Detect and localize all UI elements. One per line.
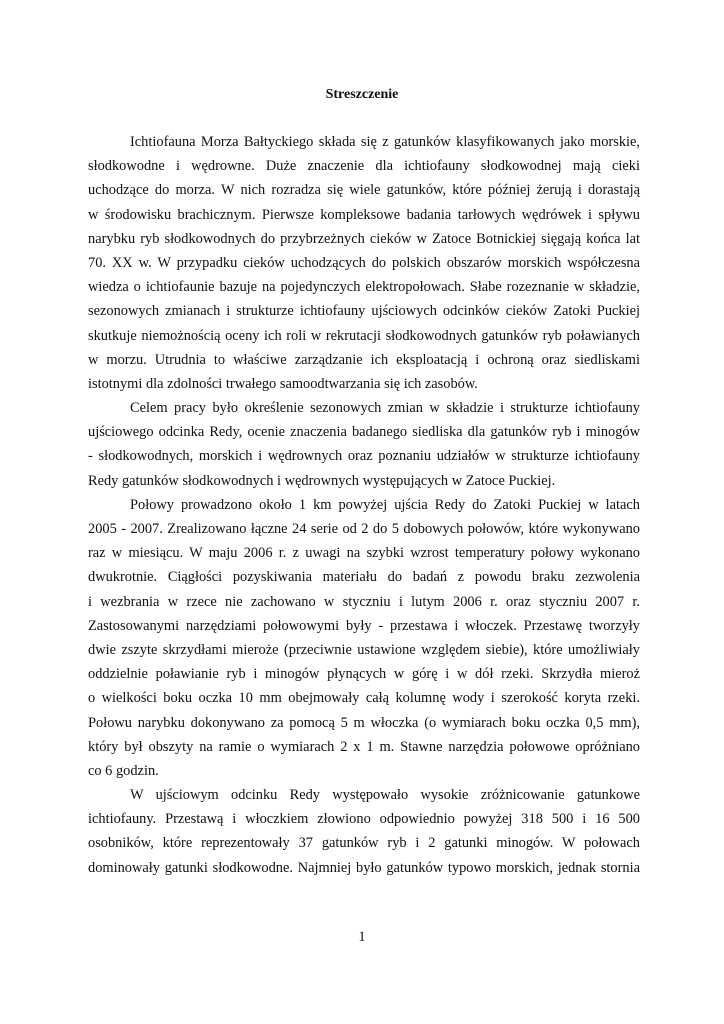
- text-line: oddzielnie poławianie ryb i minogów płynących w górę i w dół rzeki. Skrzydła mieroż: [88, 666, 640, 683]
- text-line: Połowu narybku dokonywano za pomocą 5 m włoczka (o wymiarach boku oczka 0,5 mm),: [88, 714, 640, 731]
- text-line: skutkuje niemożnością oceny ich roli w rekrutacji słodkowodnych gatunków ryb poławianych: [88, 327, 640, 344]
- text-line: Połowy prowadzono około 1 km powyżej ujścia Redy do Zatoki Puckiej w latach: [130, 496, 640, 513]
- text-line: dwukrotnie. Ciągłości pozyskiwania materiału do badań z powodu braku zezwolenia: [88, 569, 640, 586]
- text-line: ujściowego odcinka Redy, ocenie znaczenia badanego siedliska dla gatunków ryb i minogów: [88, 424, 640, 441]
- document-body: [88, 130, 640, 880]
- text-line: 2005 - 2007. Zrealizowano łączne 24 serie od 2 do 5 dobowych połowów, które wykonywano: [88, 521, 640, 537]
- page-title: Streszczenie: [325, 87, 399, 102]
- text-line: i wezbrania w rzece nie zachowano w styczniu i lutym 2006 r. oraz styczniu 2007 r.: [88, 593, 640, 610]
- text-line: W ujściowym odcinku Redy występowało wysokie zróżnicowanie gatunkowe: [130, 787, 640, 804]
- text-line: co 6 godzin.: [88, 762, 159, 779]
- paragraph: [88, 130, 640, 396]
- text-line: który był obszyty na ramie o wymiarach 2 x 1 m. Stawne narzędzia połowowe opróżniano: [88, 738, 640, 755]
- paragraph: [88, 783, 640, 880]
- text-line: dominowały gatunki słodkowodne. Najmniej było gatunków typowo morskich, jednak stornia: [88, 859, 640, 876]
- paragraph: [88, 396, 640, 493]
- page-number: 1: [358, 929, 366, 945]
- text-line: osobników, które reprezentowały 37 gatunków ryb i 2 gatunki minogów. W połowach: [88, 835, 640, 852]
- text-line: Ichtiofauna Morza Bałtyckiego składa się z gatunków klasyfikowanych jako morskie,: [130, 134, 640, 150]
- text-line: w morzu. Utrudnia to właściwe zarządzanie ich eksploatacją i ochroną oraz siedliskami: [88, 351, 640, 368]
- text-line: słodkowodne i wędrowne. Duże znaczenie dla ichtiofauny słodkowodnej mają cieki: [88, 158, 640, 175]
- text-line: istotnymi dla zdolności trwałego samoodtwarzania się ich zasobów.: [88, 375, 478, 392]
- text-line: o wielkości boku oczka 10 mm obejmowały całą kolumnę wody i szerokość koryta rzeki.: [88, 690, 640, 707]
- text-line: sezonowych zmianach i strukturze ichtiofauny ujściowych odcinków cieków Zatoki Puckiej: [88, 303, 640, 320]
- text-line: Zastosowanymi narzędziami połowowymi były - przestawa i włoczek. Przestawę tworzyły: [88, 617, 640, 634]
- paragraph: [88, 493, 640, 783]
- text-line: dwie zszyte skrzydłami mieroże (przeciwnie ustawione względem siebie), które umożliwiały: [88, 641, 640, 658]
- text-line: ichtiofauny. Przestawą i włoczkiem złowiono odpowiednio powyżej 318 500 i 16 500: [88, 811, 640, 828]
- text-line: 70. XX w. W przypadku cieków uchodzących do polskich obszarów morskich współczesna: [88, 254, 640, 271]
- text-line: narybku ryb słodkowodnych do przybrzeżnych cieków w Zatoce Botnickiej sięgają końca lat: [88, 230, 640, 247]
- text-line: raz w miesiącu. W maju 2006 r. z uwagi na szybki wzrost temperatury połowy wykonano: [88, 545, 640, 562]
- text-line: - słodkowodnych, morskich i wędrownych oraz poznaniu udziałów w strukturze ichtiofauny: [88, 448, 640, 465]
- text-line: w środowisku brachicznym. Pierwsze kompleksowe badania tarłowych wędrówek i spływu: [88, 206, 640, 223]
- text-line: uchodzące do morza. W nich rozradza się wiele gatunków, które później żerują i dorastają: [88, 182, 640, 199]
- text-line: Celem pracy było określenie sezonowych zmian w składzie i strukturze ichtiofauny: [130, 400, 640, 417]
- text-line: wiedza o ichtiofaunie bazuje na pojedynczych elektropołowach. Słabe rozeznanie w składzie,: [88, 279, 640, 296]
- text-line: Redy gatunków słodkowodnych i wędrownych występujących w Zatoce Puckiej.: [88, 472, 556, 489]
